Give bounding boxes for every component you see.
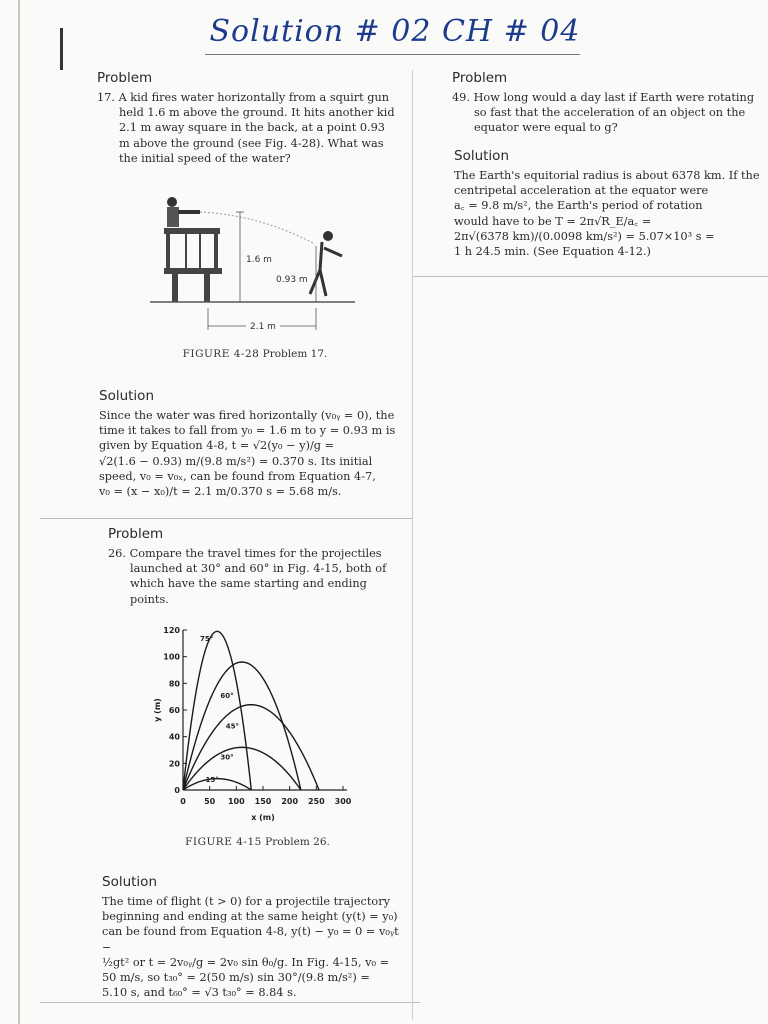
solution-line: The Earth's equitorial radius is about 6378 km. If the: [454, 169, 760, 182]
platform-base: [164, 268, 222, 274]
solution-26: [102, 874, 402, 1000]
problem-heading: Problem: [108, 526, 164, 542]
y-tick-label: 40: [168, 732, 180, 742]
problem-number: 26.: [108, 547, 126, 560]
problem-26: [108, 526, 408, 607]
platform-leg: [172, 274, 178, 302]
solution-line: 2π√(6378 km)/(0.0098 km/s²) = 5.07×10³ s =: [454, 229, 715, 243]
platform-leg: [204, 274, 210, 302]
solution-line: ½gt² or t = 2v₀ᵧ/g = 2v₀ sin θ₀/g. In Fig. 4-15, v₀ =: [102, 955, 390, 969]
paper-edge: [18, 0, 20, 1024]
x-tick-label: 250: [307, 797, 325, 806]
kid-shooter: [167, 197, 177, 207]
section-divider: [40, 1002, 420, 1003]
solution-line: given by Equation 4-8, t = √2(y₀ − y)/g =: [99, 439, 335, 453]
solution-line: √2(1.6 − 0.93) m/(9.8 m/s²) = 0.370 s. Its initial: [99, 454, 373, 468]
series-label: 60°: [220, 691, 234, 700]
squirt-gun: [178, 210, 200, 214]
y-tick-label: 120: [163, 626, 180, 635]
series-label: 75°: [200, 634, 214, 643]
figure-4-28-caption: [150, 348, 360, 360]
margin-mark: [60, 28, 63, 70]
solution-line: a꜀ = 9.8 m/s², the Earth's period of rotation: [454, 199, 703, 213]
caption-text: Problem 17.: [262, 348, 328, 360]
problem-heading: Problem: [452, 70, 508, 86]
solution-line: time it takes to fall from y₀ = 1.6 m to y = 0.93 m is: [99, 424, 396, 438]
problem-body: Compare the travel times for the projectiles launched at 30° and 60° in Fig. 4-15, both of which have the same starting and ending points.: [129, 547, 387, 606]
title-underline: [205, 54, 580, 55]
caption-text: Problem 26.: [265, 836, 330, 848]
problem-49: [452, 70, 762, 136]
x-tick-label: 50: [204, 797, 216, 806]
problem-text: [108, 546, 408, 607]
problem-body: How long would a day last if Earth were rotating so fast that the acceleration of an object on the equator were equal to g?: [473, 91, 755, 135]
hit-height-label: 0.93 m: [276, 275, 308, 285]
platform-top: [164, 228, 220, 234]
solution-line: beginning and ending at the same height (y(t) = y₀): [102, 910, 398, 924]
problem-number: 49.: [452, 91, 470, 104]
y-tick-label: 0: [174, 786, 180, 795]
problem-text: [97, 90, 397, 166]
solution-line: The time of flight (t > 0) for a projectile trajectory: [102, 895, 390, 908]
series-label: 30°: [220, 753, 234, 762]
solution-line: Since the water was fired horizontally (v₀ᵧ = 0), the: [99, 409, 395, 422]
trajectory-60deg: [183, 662, 301, 790]
series-label: 45°: [225, 722, 240, 731]
caption-fig: FIGURE 4-15: [185, 836, 262, 848]
problem-17: [97, 70, 397, 166]
solution-line: speed, v₀ = v₀ₓ, can be found from Equation 4-7,: [99, 469, 376, 483]
series-label: 15°: [205, 775, 219, 784]
handwritten-title: Solution # 02 CH # 04: [209, 14, 581, 49]
section-divider: [40, 518, 412, 519]
solution-heading: Solution: [102, 874, 157, 890]
kid-target: [323, 231, 333, 241]
solution-line: 1 h 24.5 min. (See Equation 4-12.): [454, 245, 651, 259]
problem-body: A kid fires water horizontally from a squirt gun held 1.6 m above the ground. It hits another kid 2.1 m away square in the back, at a point 0.93 m above the ground (see Fig. 4-28). What was the initial speed of the water?: [118, 91, 395, 165]
y-tick-label: 80: [168, 679, 180, 689]
solution-line: 50 m/s, so t₃₀° = 2(50 m/s) sin 30°/(9.8 m/s²) =: [102, 971, 370, 985]
y-tick-label: 100: [163, 652, 180, 662]
solution-heading: Solution: [454, 148, 509, 164]
solution-line: centripetal acceleration at the equator were: [454, 184, 709, 198]
trajectory-30deg: [183, 747, 301, 790]
y-tick-label: 20: [168, 759, 180, 769]
solution-line: would have to be T = 2π√R_E/a꜀ =: [454, 214, 652, 228]
x-tick-label: 200: [281, 797, 299, 806]
height-label: 1.6 m: [246, 255, 272, 265]
problem-text: [452, 90, 762, 136]
solution-heading: Solution: [99, 388, 154, 404]
section-divider: [412, 276, 768, 277]
column-divider: [412, 70, 413, 1020]
caption-fig: FIGURE 4-28: [182, 348, 260, 360]
solution-line: v₀ = (x − x₀)/t = 2.1 m/0.370 s = 5.68 m/s.: [99, 485, 342, 499]
problem-heading: Problem: [97, 70, 153, 86]
solution-line: can be found from Equation 4-8, y(t) − y₀ = 0 = v₀ᵧt −: [102, 925, 399, 954]
x-tick-label: 150: [254, 797, 272, 806]
x-tick-label: 0: [180, 797, 186, 806]
problem-number: 17.: [97, 91, 115, 104]
distance-label: 2.1 m: [250, 322, 276, 332]
x-tick-label: 300: [334, 797, 352, 806]
y-axis-label: y (m): [153, 698, 162, 722]
figure-4-15-caption: [150, 836, 365, 848]
solution-line: 5.10 s, and t₆₀° = √3 t₃₀° = 8.84 s.: [102, 986, 297, 1000]
figure-4-15-chart: [150, 620, 370, 830]
solution-49: [454, 148, 764, 259]
x-axis-label: x (m): [251, 813, 275, 822]
figure-4-28: [150, 190, 360, 340]
solution-17: [99, 388, 409, 499]
x-tick-label: 100: [227, 797, 245, 806]
y-tick-label: 60: [168, 706, 180, 715]
